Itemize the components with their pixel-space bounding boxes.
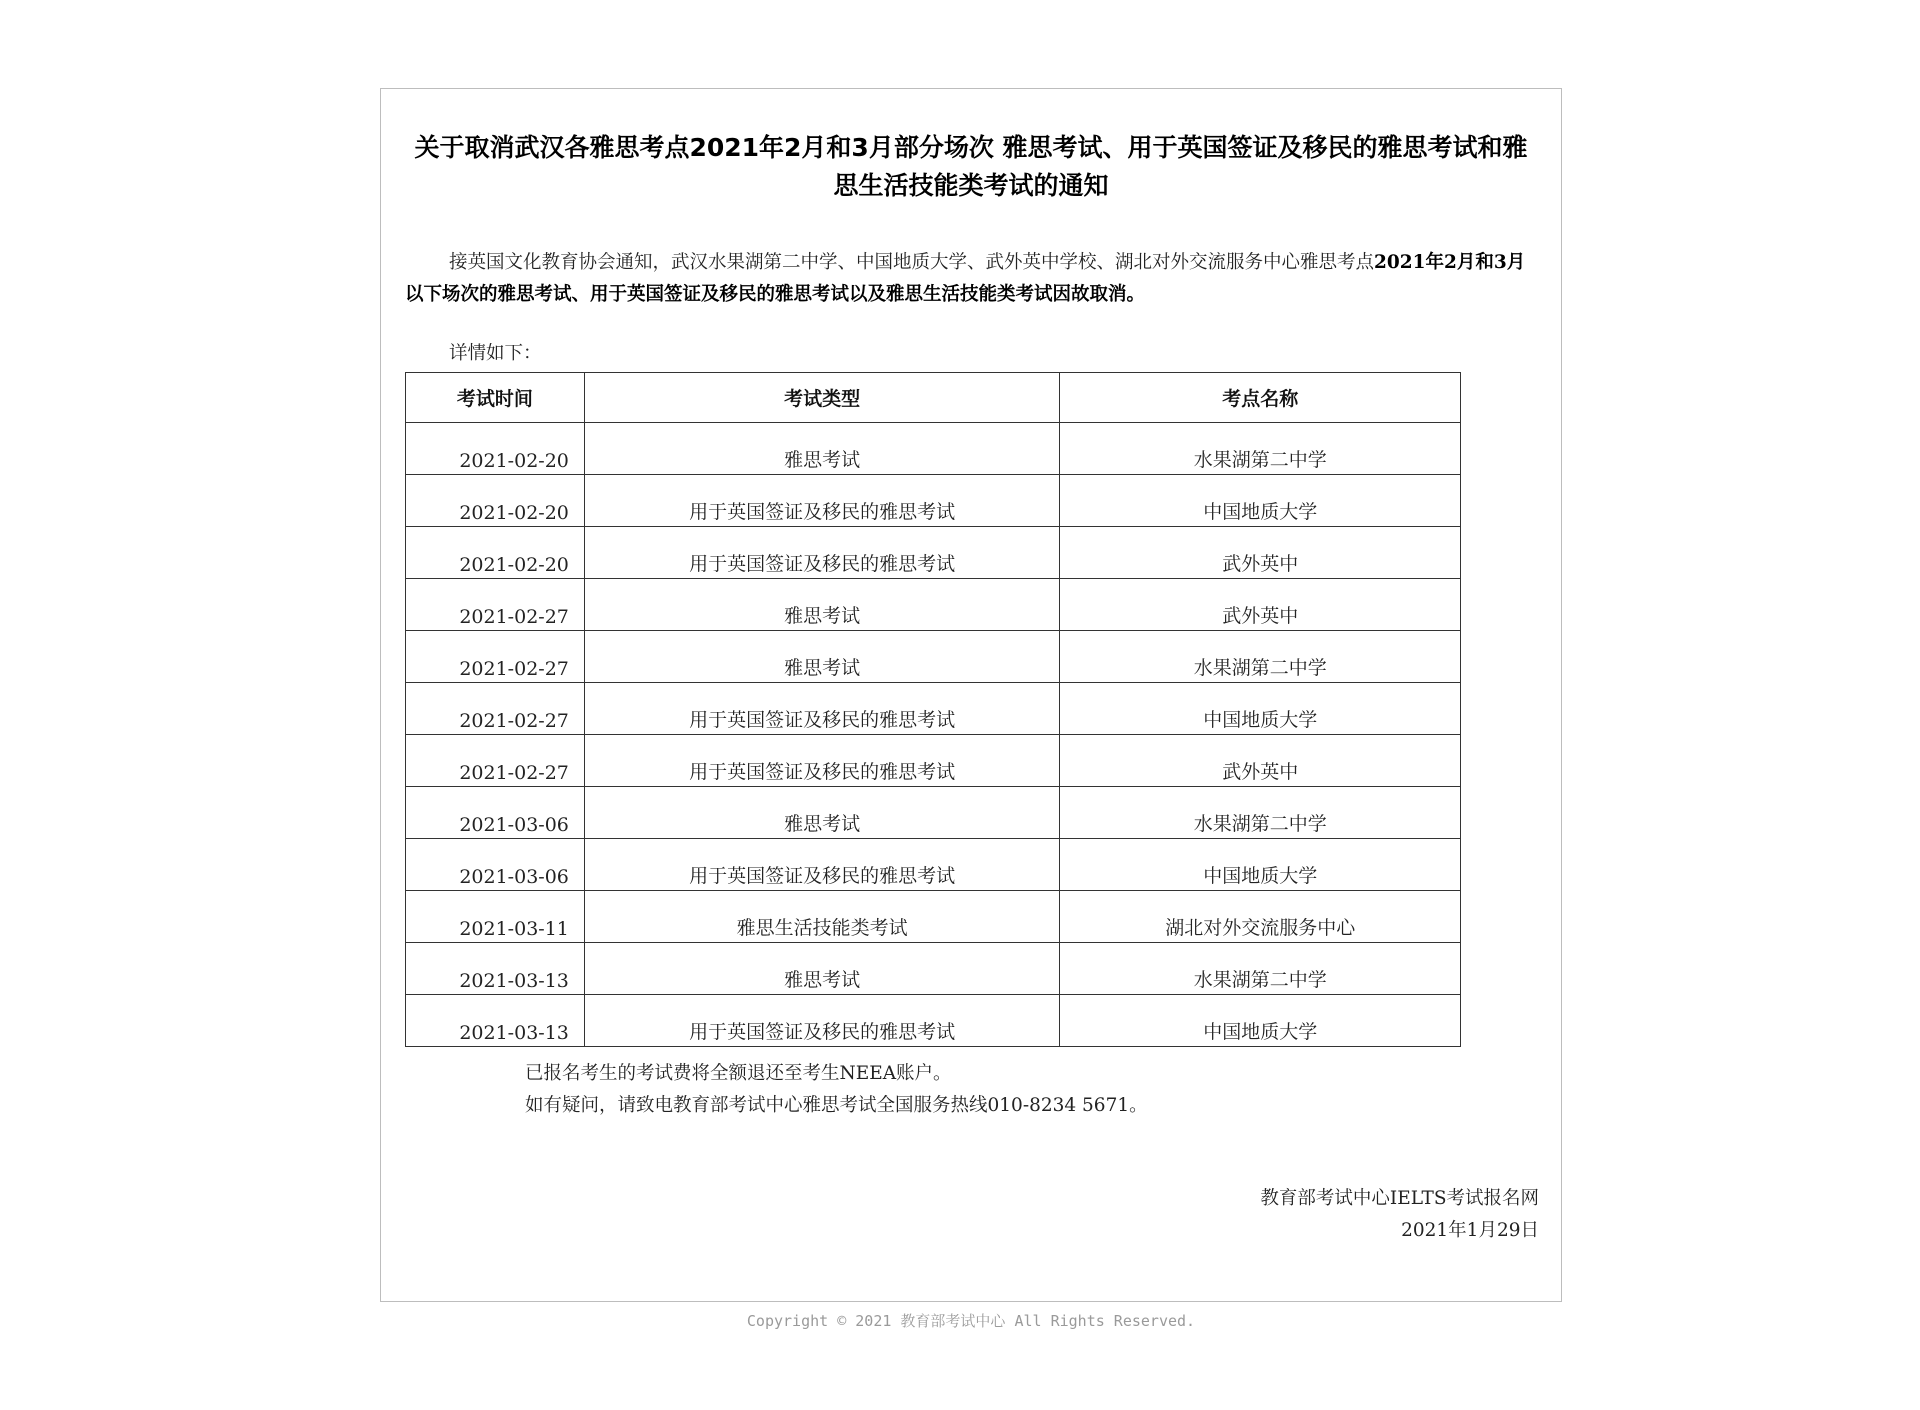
exam-date-cell: 2021-02-20: [406, 423, 585, 475]
table-row: [406, 995, 1461, 1047]
test-center-cell: 武外英中: [1060, 579, 1461, 631]
exam-date-cell: 2021-03-13: [406, 943, 585, 995]
header-exam-type: 考试类型: [584, 373, 1060, 423]
test-center-cell: 水果湖第二中学: [1060, 631, 1461, 683]
exam-type-cell: 用于英国签证及移民的雅思考试: [584, 527, 1060, 579]
cancelled-exams-table: [405, 372, 1461, 1047]
test-center-cell: 中国地质大学: [1060, 995, 1461, 1047]
exam-type-cell: 雅思考试: [584, 943, 1060, 995]
header-exam-date: 考试时间: [406, 373, 585, 423]
exam-type-cell: 雅思生活技能类考试: [584, 891, 1060, 943]
notice-page: [380, 88, 1562, 1302]
exam-date-cell: 2021-03-06: [406, 839, 585, 891]
exam-type-cell: 用于英国签证及移民的雅思考试: [584, 735, 1060, 787]
test-center-cell: 水果湖第二中学: [1060, 423, 1461, 475]
hotline-note: 如有疑问，请致电教育部考试中心雅思考试全国服务热线010-8234 5671。: [525, 1095, 1148, 1116]
table-row: [406, 527, 1461, 579]
table-row: [406, 683, 1461, 735]
intro-paragraph: [405, 247, 1541, 311]
exam-type-cell: 用于英国签证及移民的雅思考试: [584, 995, 1060, 1047]
test-center-cell: 水果湖第二中学: [1060, 943, 1461, 995]
test-center-cell: 武外英中: [1060, 735, 1461, 787]
signature-date: 2021年1月29日: [1401, 1220, 1539, 1241]
test-center-cell: 中国地质大学: [1060, 839, 1461, 891]
exam-date-cell: 2021-03-06: [406, 787, 585, 839]
table-row: [406, 787, 1461, 839]
table-row: [406, 631, 1461, 683]
table-row: [406, 475, 1461, 527]
exam-date-cell: 2021-02-20: [406, 475, 585, 527]
table-row: [406, 839, 1461, 891]
table-row: [406, 943, 1461, 995]
exam-type-cell: 用于英国签证及移民的雅思考试: [584, 839, 1060, 891]
table-row: [406, 735, 1461, 787]
exam-date-cell: 2021-03-11: [406, 891, 585, 943]
exam-type-cell: 雅思考试: [584, 423, 1060, 475]
table-row: [406, 891, 1461, 943]
exam-type-cell: 雅思考试: [584, 631, 1060, 683]
exam-type-cell: 雅思考试: [584, 579, 1060, 631]
notice-title: 关于取消武汉各雅思考点2021年2月和3月部分场次 雅思考试、用于英国签证及移民的雅思考试和雅思生活技能类考试的通知: [414, 133, 1528, 200]
exam-date-cell: 2021-02-27: [406, 683, 585, 735]
signature-org: 教育部考试中心IELTS考试报名网: [1260, 1188, 1539, 1209]
signature-block: [1260, 1183, 1539, 1247]
test-center-cell: 中国地质大学: [1060, 475, 1461, 527]
test-center-cell: 湖北对外交流服务中心: [1060, 891, 1461, 943]
test-center-cell: 中国地质大学: [1060, 683, 1461, 735]
header-test-center: 考点名称: [1060, 373, 1461, 423]
exam-date-cell: 2021-03-13: [406, 995, 585, 1047]
exam-date-cell: 2021-02-27: [406, 631, 585, 683]
exam-type-cell: 用于英国签证及移民的雅思考试: [584, 475, 1060, 527]
test-center-cell: 水果湖第二中学: [1060, 787, 1461, 839]
table-row: [406, 579, 1461, 631]
exam-type-cell: 用于英国签证及移民的雅思考试: [584, 683, 1060, 735]
exam-date-cell: 2021-02-27: [406, 735, 585, 787]
exam-date-cell: 2021-02-27: [406, 579, 585, 631]
table-header-row: [406, 373, 1461, 423]
exam-date-cell: 2021-02-20: [406, 527, 585, 579]
table-row: [406, 423, 1461, 475]
refund-note: 已报名考生的考试费将全额退还至考生NEEA账户。: [525, 1063, 952, 1084]
exam-type-cell: 雅思考试: [584, 787, 1060, 839]
intro-bold-text: 2021年2月和3月以下场次的雅思考试、用于英国签证及移民的雅思考试以及雅思生活技能类考试因故取消。: [405, 252, 1526, 305]
copyright-footer: Copyright © 2021 教育部考试中心 All Rights Reserved.: [746, 1312, 1196, 1330]
closing-notes: [525, 1058, 1148, 1122]
details-label: 详情如下：: [449, 343, 542, 364]
test-center-cell: 武外英中: [1060, 527, 1461, 579]
intro-text: 接英国文化教育协会通知，武汉水果湖第二中学、中国地质大学、武外英中学校、湖北对外交流服务中心雅思考点: [449, 252, 1375, 273]
